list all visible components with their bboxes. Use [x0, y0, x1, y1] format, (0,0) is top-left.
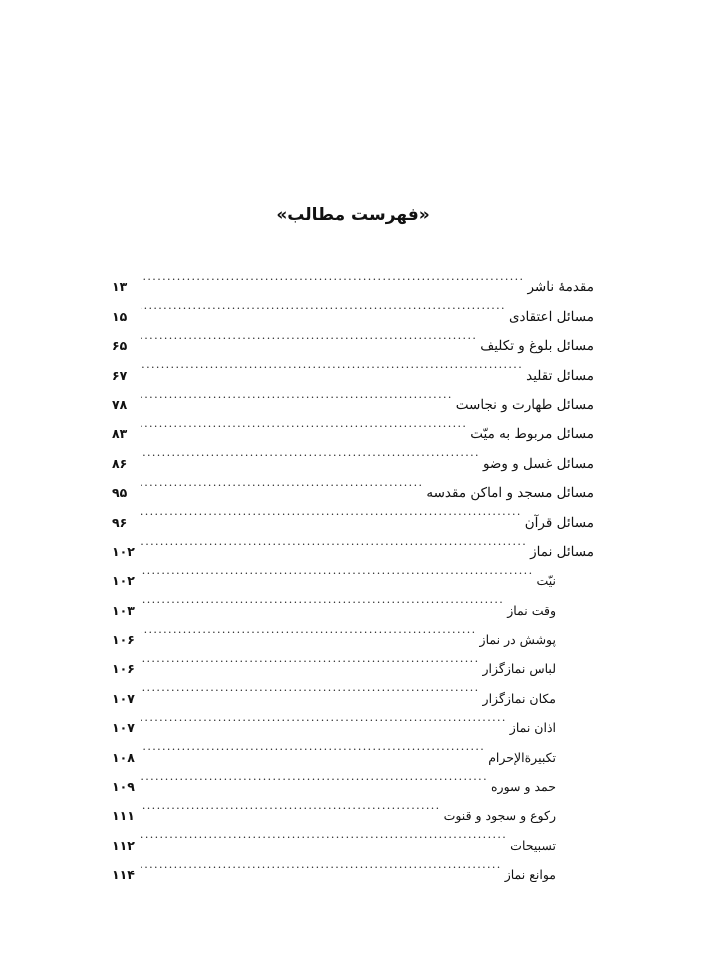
toc-subentry[interactable]: [112, 585, 594, 618]
dot-leader: [141, 615, 477, 644]
toc-entry-page: ۷۸: [112, 396, 128, 412]
toc-entry-title: رکوع و سجود و قنوت: [443, 808, 556, 824]
toc-entry-title: مسائل تقلید: [526, 367, 594, 384]
toc-subentry[interactable]: [112, 556, 594, 589]
toc-entry-title: مکان نمازگزار: [482, 690, 556, 706]
toc-entry[interactable]: [112, 527, 594, 560]
toc-entry[interactable]: [112, 350, 594, 384]
dot-leader: [141, 262, 524, 291]
toc-entry-page: ۱۰۷: [112, 720, 135, 736]
toc-entry-page: ۱۰۹: [112, 779, 135, 795]
toc-entry-page: ۱۰۶: [112, 661, 135, 677]
toc-entry-title: مسائل غسل و وضو: [482, 455, 594, 472]
toc-entry-page: ۱۰۷: [112, 690, 135, 706]
toc-entry-title: وقت نماز: [507, 602, 556, 618]
toc-entry[interactable]: [112, 262, 594, 296]
dot-leader: [141, 556, 533, 585]
toc-entry-title: مسائل طهارت و نجاست: [455, 396, 594, 413]
toc-entry-page: ۱۱۴: [112, 867, 135, 883]
dot-leader: [141, 527, 527, 556]
toc-entry-title: نیّت: [536, 573, 556, 589]
toc-entry-page: ۸۶: [112, 455, 128, 471]
toc-entry-title: مقدمهٔ ناشر: [527, 279, 594, 296]
toc-entry[interactable]: [112, 497, 594, 531]
toc-entry-page: ۹۵: [112, 485, 128, 501]
dot-leader: [141, 497, 522, 526]
dot-leader: [141, 791, 441, 820]
dot-leader: [141, 321, 477, 350]
toc-entry-title: پوشش در نماز: [479, 632, 556, 648]
toc-entry[interactable]: [112, 380, 594, 413]
toc-entry-title: اذان نماز: [509, 720, 556, 736]
dot-leader: [141, 820, 507, 849]
toc-entry[interactable]: [112, 291, 594, 325]
toc-entry-title: مسائل بلوغ و تکلیف: [480, 338, 594, 355]
dot-leader: [141, 409, 467, 438]
dot-leader: [141, 762, 488, 791]
toc-entry-title: تکبیرةالإحرام: [488, 749, 556, 765]
dot-leader: [141, 703, 507, 732]
toc-entry-title: مسائل قرآن: [524, 514, 594, 531]
toc-entry-page: ۱۰۲: [112, 543, 135, 559]
toc-entry-title: مسائل اعتقادی: [508, 308, 594, 325]
dot-leader: [141, 380, 453, 409]
dot-leader: [141, 644, 479, 673]
toc-entry-page: ۶۷: [112, 367, 128, 383]
dot-leader: [141, 438, 480, 467]
toc-entry-page: ۶۵: [112, 338, 128, 354]
toc-entry-page: ۱۱۲: [112, 837, 135, 853]
toc-entry-title: موانع نماز: [504, 867, 556, 883]
dot-leader: [141, 350, 523, 379]
table-of-contents: [112, 262, 594, 883]
dot-leader: [141, 468, 423, 497]
toc-entry-title: حمد و سوره: [490, 779, 556, 795]
toc-entry-page: ۹۶: [112, 514, 128, 530]
dot-leader: [141, 291, 506, 320]
toc-entry-page: ۱۰۶: [112, 632, 135, 648]
toc-entry-page: ۸۳: [112, 426, 128, 442]
dot-leader: [141, 850, 502, 879]
toc-entry-page: ۱۳: [112, 279, 128, 295]
toc-entry-page: ۱۵: [112, 308, 128, 324]
toc-entry-page: ۱۰۳: [112, 602, 135, 618]
toc-entry-title: مسائل نماز: [530, 543, 594, 560]
dot-leader: [141, 585, 504, 614]
page-title: «فهرست مطالب»: [276, 205, 430, 225]
toc-entry-title: لباس نمازگزار: [482, 661, 556, 677]
toc-entry-page: ۱۰۸: [112, 749, 135, 765]
toc-entry-page: ۱۰۲: [112, 573, 135, 589]
toc-entry-title: مسائل مسجد و اماکن مقدسه: [426, 485, 594, 502]
dot-leader: [141, 673, 480, 702]
toc-entry-page: ۱۱۱: [112, 808, 135, 824]
dot-leader: [141, 732, 485, 761]
toc-entry-title: تسبیحات: [510, 837, 556, 853]
toc-entry-title: مسائل مربوط به میّت: [470, 426, 594, 443]
